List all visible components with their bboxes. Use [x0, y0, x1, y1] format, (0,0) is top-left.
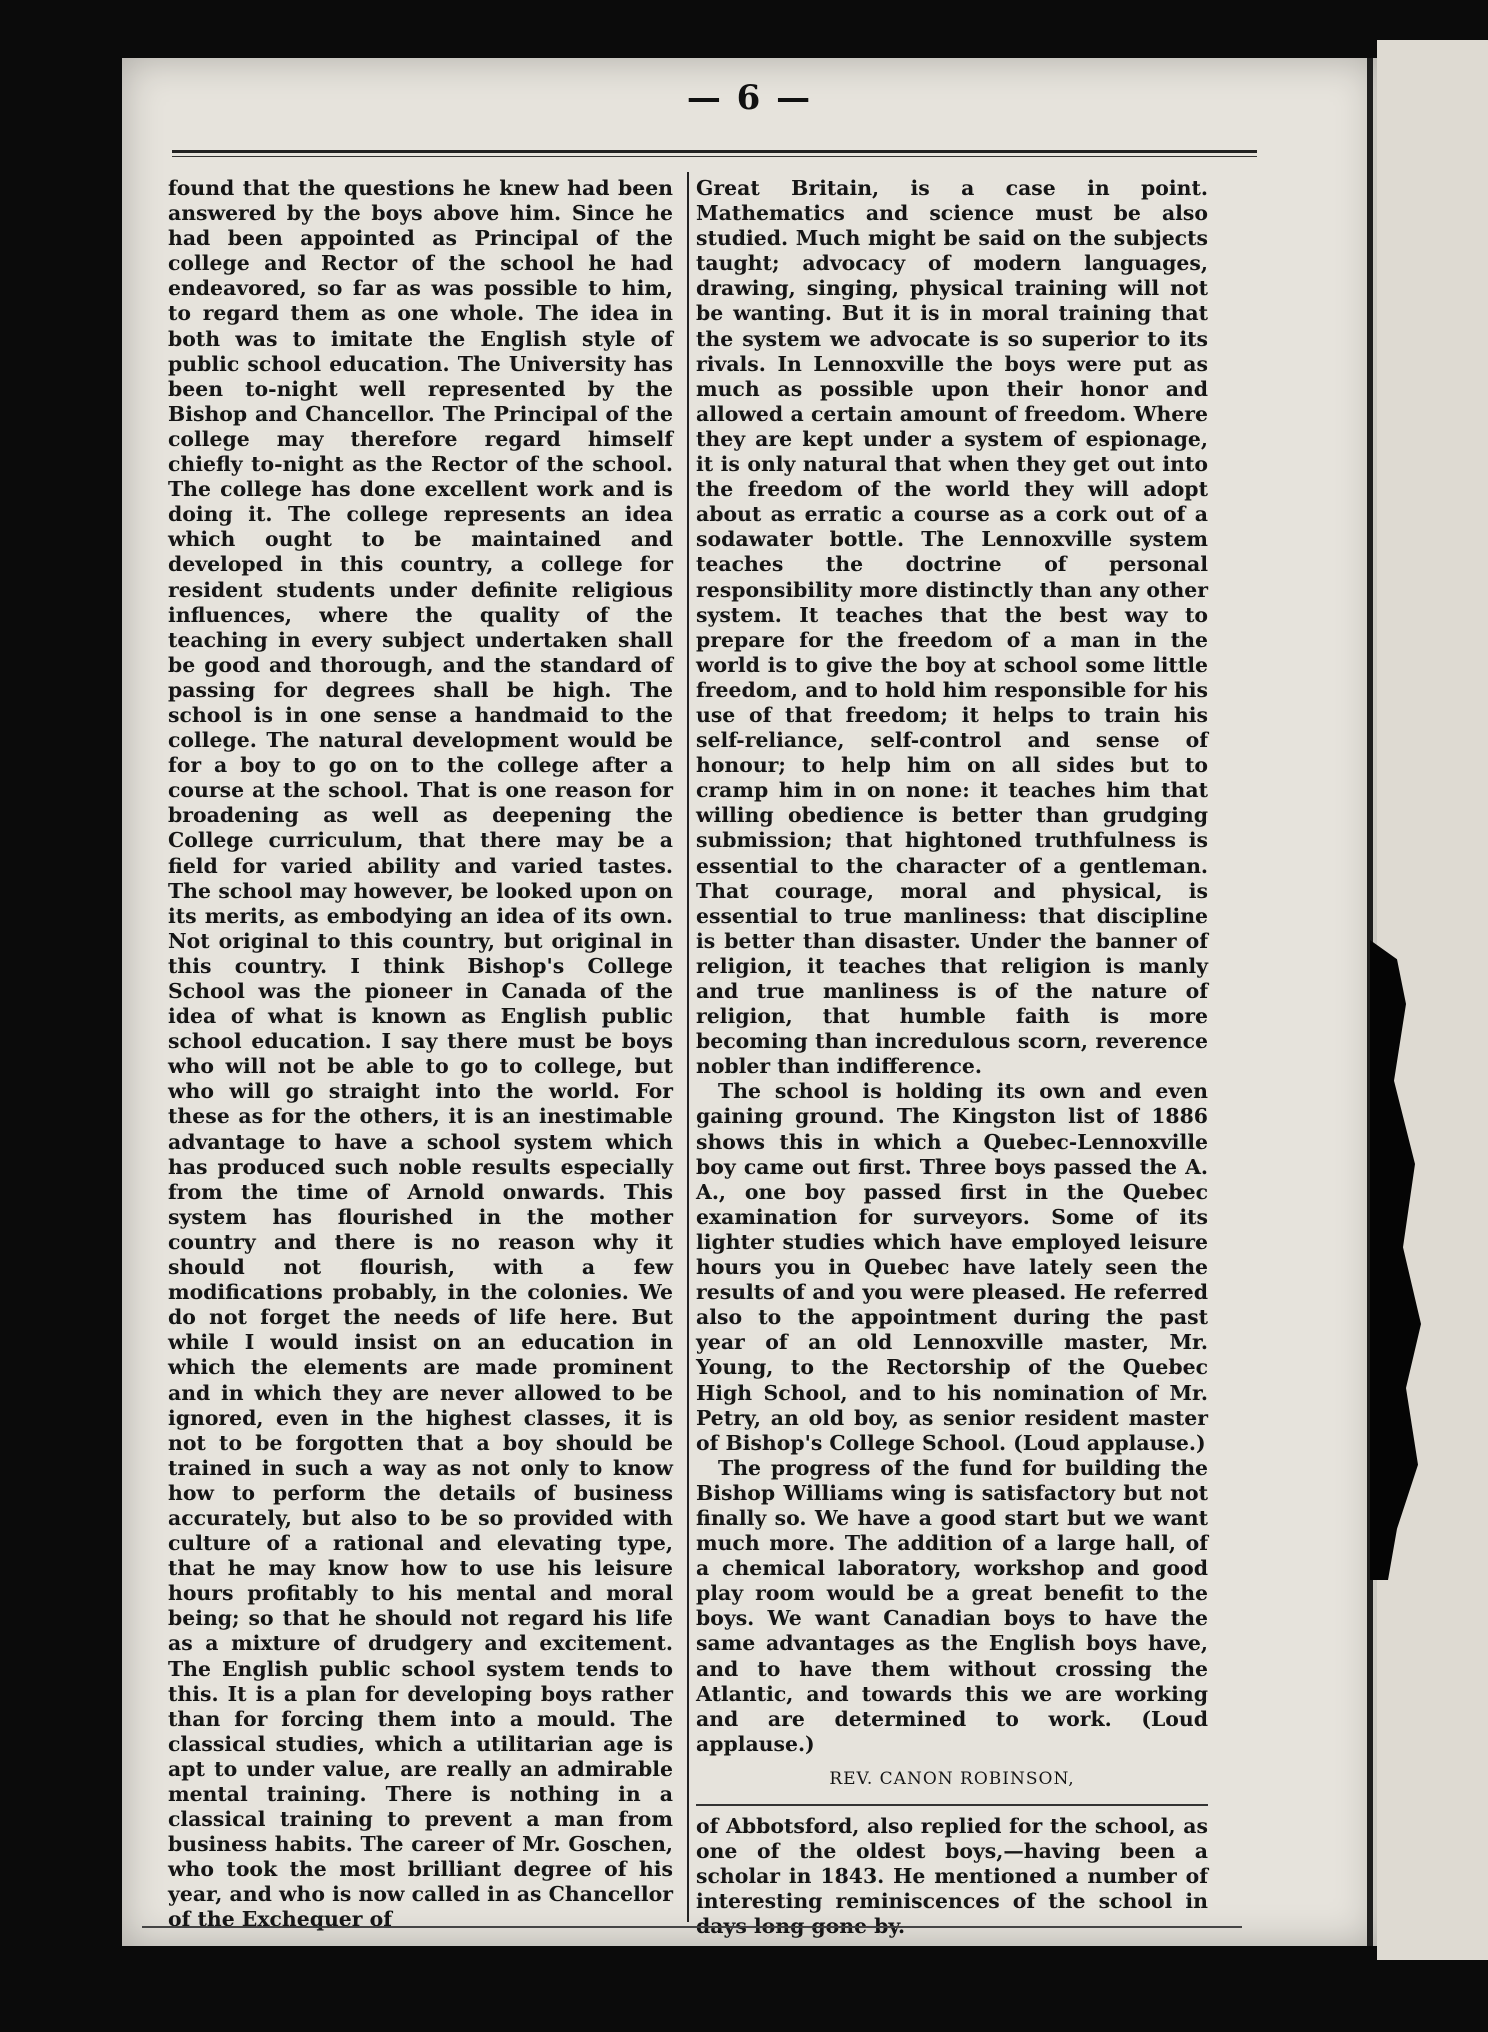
header-rule-thin [172, 156, 1257, 157]
left-paragraph-1: found that the questions he knew had been answered by the boys above him. Since he had been appointed as Principal of the college and Rector of the school he had endeavored, so far as was possible to him, to regard them as one whole. The idea in both was to imitate the English style of public school education. The University has been to-night well represented by the Bishop and Chancellor. The Principal of the college may therefore regard himself chiefly to-night as the Rector of the school. The college has done excellent work and is doing it. The college represents an idea which ought to be maintained and developed in this country, a college for resident students under definite religious influences, where the quality of the teaching in every subject undertaken shall be good and thorough, and the standard of passing for degrees shall be high. The school is in one sense a handmaid to the college. The natural development would be for a boy to go on to the college after a course at the school. That is one reason for broadening as well as deepening the College curriculum, that there may be a field for varied ability and varied tastes. The school may however, be looked upon on its merits, as embodying an idea of its own. Not original to this country, but original in this country. I think Bishop's College School was the pioneer in Canada of the idea of what is known as English public school education. I say there must be boys who will not be able to go to college, but who will go straight into the world. For these as for the others, it is an inestimable advantage to have a school system which has produced such noble results especially from the time of Arnold onwards. This system has flourished in the mother country and there is no reason why it should not flourish, with a few modifications probably, in the colonies. We do not forget the needs of life here. But while I would insist on an education in which the elements are made prominent and in which they are never allowed to be ignored, even in the highest classes, it is not to be forgotten that a boy should be trained in such a way as not only to know how to perform the details of business accurately, but also to be so provided with culture of a rational and elevating type, that he may know how to use his leisure hours profitably to his mental and moral being; so that he should not regard his life as a mixture of drudgery and excitement. The English public school system tends to this. It is a plan for developing boys rather than for forcing them into a mould. The classical studies, which a utilitarian age is apt to under value, are really an admirable mental training. There is nothing in a classical training to prevent a man from business habits. The career of Mr. Goschen, who took the most brilliant degree of his year, and who is now called in as Chancellor of the Exchequer of [168, 176, 673, 1932]
column-divider [687, 172, 689, 1922]
page-number: — 6 — [686, 78, 813, 118]
right-paragraph-1: Great Britain, is a case in point. Mathematics and science must be also studied. Much might be said on the subjects taught; advocacy of modern languages, drawing, singing, physical training will not be wanting. But it is in moral training that the system we advocate is so superior to its rivals. In Lennoxville the boys were put as much as possible upon their honor and allowed a certain amount of freedom. Where they are kept under a system of espionage, it is only natural that when they get out into the freedom of the world they will adopt about as erratic a course as a cork out of a sodawater bottle. The Lennoxville system teaches the doctrine of personal responsibility more distinctly than any other system. It teaches that the best way to prepare for the freedom of a man in the world is to give the boy at school some little freedom, and to hold him responsible for his use of that freedom; it helps to train his self-reliance, self-control and sense of honour; to help him on all sides but to cramp him in on none: it teaches him that willing obedience is better than grudging submission; that hightoned truthfulness is essential to the character of a gentleman. That courage, moral and physical, is essential to true manliness: that discipline is better than disaster. Under the banner of religion, it teaches that religion is manly and true manliness is of the nature of religion, that humble faith is more becoming than incredulous scorn, reverence nobler than indifference. [696, 176, 1208, 1079]
footer-rule [142, 1926, 1242, 1928]
document-page [122, 58, 1377, 1946]
speaker-rule [696, 1804, 1208, 1806]
right-paragraph-3: The progress of the fund for building the Bishop Williams wing is satisfactory but not finally so. We have a good start but we want much more. The addition of a large hall, of a chemical laboratory, workshop and good play room would be a great benefit to the boys. We want Canadian boys to have the same advantages as the English boys have, and to have them without crossing the Atlantic, and towards this we are working and are determined to work. (Loud applause.) [696, 1455, 1208, 1756]
closing-paragraph: of Abbotsford, also replied for the school, as one of the oldest boys,—having been a scholar in 1843. He mentioned a number of interesting reminiscences of the school in days long gone by. [696, 1814, 1208, 1939]
left-column [168, 176, 673, 1933]
right-paragraph-2: The school is holding its own and even gaining ground. The Kingston list of 1886 shows this in which a Quebec-Lennoxville boy came out first. Three boys passed the A. A., one boy passed first in the Quebec examination for surveyors. Some of its lighter studies which have employed leisure hours you in Quebec have lately seen the results of and you were pleased. He referred also to the appointment during the past year of an old Lennoxville master, Mr. Young, to the Rectorship of the Quebec High School, and to his nomination of Mr. Petry, an old boy, as senior resident master of Bishop's College School. (Loud applause.) [696, 1079, 1208, 1455]
speaker-heading: REV. CANON ROBINSON, [829, 1768, 1075, 1789]
right-column [696, 176, 1208, 1939]
header-rule [172, 150, 1257, 153]
